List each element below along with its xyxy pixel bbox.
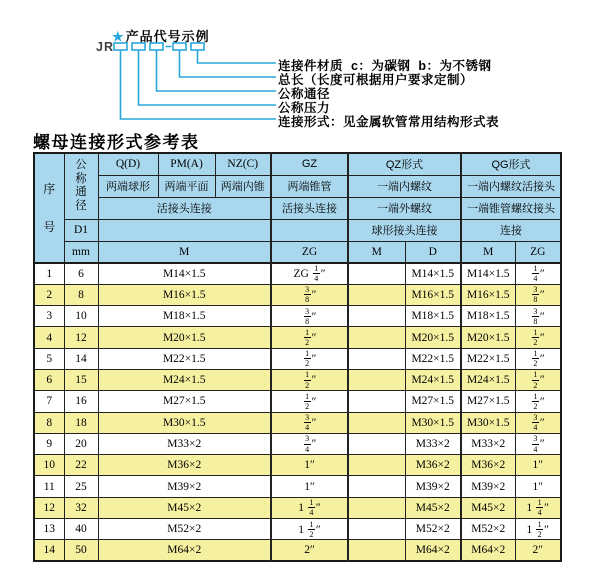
fraction: $\frac{1}{4}$ <box>309 498 314 518</box>
table-cell: 16 <box>64 391 98 412</box>
table-cell: M52×2 <box>405 519 461 540</box>
table-cell: $\frac{1}{2}$ ″ <box>271 369 348 390</box>
table-cell: M14×1.5 <box>405 263 461 284</box>
header-conn2-qz: 球形接头连接 <box>348 219 461 241</box>
header-mm: mm <box>64 241 98 263</box>
table-cell: M22×1.5 <box>461 348 515 369</box>
table-cell: M64×2 <box>461 540 515 561</box>
fraction: $\frac{3}{4}$ <box>533 413 538 433</box>
header-d1: D1 <box>64 219 98 241</box>
table-cell <box>348 284 405 305</box>
header-ends-qg: 一端内螺纹活接头 <box>461 175 561 197</box>
table-row <box>34 497 561 518</box>
header-ends-gz: 两端锥管 <box>271 175 348 197</box>
table-cell: 7 <box>34 391 64 412</box>
table-row <box>34 412 561 433</box>
code-label-pressure: 公称压力 <box>278 101 331 115</box>
table-cell: M14×1.5 <box>98 263 271 284</box>
fraction: $\frac{1}{4}$ <box>314 264 319 284</box>
table-cell: $\frac{3}{4}$ ″ <box>515 412 561 433</box>
fraction: $\frac{1}{2}$ <box>305 391 310 411</box>
header-type-pma: PM(A) <box>158 153 215 175</box>
table-row <box>34 348 561 369</box>
header-unit-qz-d: D <box>405 241 461 263</box>
table-cell: 12 <box>64 327 98 348</box>
table-cell: M14×1.5 <box>461 263 515 284</box>
header-type-qz: QZ形式 <box>348 153 461 175</box>
table-cell: $\frac{3}{8}$ ″ <box>515 284 561 305</box>
table-cell: 1″ <box>271 455 348 476</box>
header-conn2-qg: 连接 <box>461 219 561 241</box>
table-cell: 4 <box>34 327 64 348</box>
fraction: $\frac{3}{4}$ <box>533 434 538 454</box>
table-cell: 13 <box>34 519 64 540</box>
table-cell: 6 <box>34 369 64 390</box>
table-cell: M20×1.5 <box>98 327 271 348</box>
table-cell: M18×1.5 <box>461 306 515 327</box>
table-cell: 1 $\frac{1}{4}$ ″ <box>515 497 561 518</box>
header-unit-zg: ZG <box>271 241 348 263</box>
table-cell <box>348 327 405 348</box>
header-conn-left: 活接头连接 <box>98 197 271 219</box>
table-cell: $\frac{3}{4}$ ″ <box>271 412 348 433</box>
table-cell: M20×1.5 <box>405 327 461 348</box>
header-ends-nzc: 两端内锥 <box>215 175 271 197</box>
leader-line-3 <box>157 50 277 91</box>
table-cell: 1 $\frac{1}{4}$ ″ <box>271 497 348 518</box>
table-cell: 18 <box>64 412 98 433</box>
table-cell <box>348 412 405 433</box>
fraction: $\frac{1}{2}$ <box>533 349 538 369</box>
table-cell: 3 <box>34 306 64 327</box>
table-row <box>34 391 561 412</box>
table-cell <box>348 455 405 476</box>
table-cell: M22×1.5 <box>405 348 461 369</box>
table-cell: 12 <box>34 497 64 518</box>
table-cell: $\frac{1}{4}$ ″ <box>515 263 561 284</box>
table-cell: M27×1.5 <box>461 391 515 412</box>
table-row <box>34 284 561 305</box>
table-row <box>34 519 561 540</box>
table-cell: 11 <box>34 476 64 497</box>
header-unit-m: M <box>98 241 271 263</box>
table-cell: $\frac{1}{2}$ ″ <box>515 369 561 390</box>
header-type-qg: QG形式 <box>461 153 561 175</box>
header-conn-qz: 一端外螺纹 <box>348 197 461 219</box>
table-cell: 6 <box>64 263 98 284</box>
table-row <box>34 327 561 348</box>
leader-line-5 <box>198 50 277 63</box>
header-ends-pma: 两端平面 <box>158 175 215 197</box>
header-dn: 公称通径 <box>64 153 98 219</box>
fraction: $\frac{1}{2}$ <box>533 391 538 411</box>
table-cell: 14 <box>34 540 64 561</box>
fraction: $\frac{3}{8}$ <box>533 306 538 326</box>
table-cell: $\frac{3}{4}$ ″ <box>271 433 348 454</box>
table-cell: M45×2 <box>98 497 271 518</box>
table-cell: 1″ <box>515 476 561 497</box>
fraction: $\frac{3}{8}$ <box>533 285 538 305</box>
diagram-heading-text: 产品代号示例 <box>125 29 210 44</box>
table-cell: 22 <box>64 455 98 476</box>
table-cell: M36×2 <box>461 455 515 476</box>
table-body <box>34 263 561 561</box>
table-cell: M27×1.5 <box>98 391 271 412</box>
table-cell: 14 <box>64 348 98 369</box>
table-cell: 40 <box>64 519 98 540</box>
table-cell: M39×2 <box>98 476 271 497</box>
table-cell: M24×1.5 <box>405 369 461 390</box>
table-cell: M33×2 <box>405 433 461 454</box>
table-cell: M16×1.5 <box>98 284 271 305</box>
table-cell: M39×2 <box>461 476 515 497</box>
table-cell: M30×1.5 <box>405 412 461 433</box>
table-cell: 20 <box>64 433 98 454</box>
table-cell <box>348 391 405 412</box>
table-cell: M30×1.5 <box>98 412 271 433</box>
table-cell: M45×2 <box>405 497 461 518</box>
table-cell: 10 <box>64 306 98 327</box>
table-cell <box>348 263 405 284</box>
table-cell: $\frac{1}{2}$ ″ <box>515 391 561 412</box>
table-cell: 50 <box>64 540 98 561</box>
table-cell: 1″ <box>271 476 348 497</box>
table-cell: M22×1.5 <box>98 348 271 369</box>
table-cell: M52×2 <box>98 519 271 540</box>
table-cell: M64×2 <box>405 540 461 561</box>
table-cell: 5 <box>34 348 64 369</box>
table-cell: 9 <box>34 433 64 454</box>
header-conn-qg: 一端锥管螺纹接头 <box>461 197 561 219</box>
fraction: $\frac{1}{4}$ <box>537 498 542 518</box>
table-cell: 2″ <box>515 540 561 561</box>
fraction: $\frac{1}{4}$ <box>533 264 538 284</box>
header-type-qd: Q(D) <box>98 153 158 175</box>
table-cell: 2 <box>34 284 64 305</box>
code-label-material: 连接件材质 c：为碳钢 b：为不锈钢 <box>278 59 492 73</box>
table-cell: M39×2 <box>405 476 461 497</box>
table-cell: 15 <box>64 369 98 390</box>
code-label-length: 总长（长度可根据用户要求定制） <box>278 73 474 87</box>
table-row <box>34 476 561 497</box>
table-cell: M36×2 <box>98 455 271 476</box>
table-cell: M33×2 <box>98 433 271 454</box>
table-cell <box>348 433 405 454</box>
table-cell: M52×2 <box>461 519 515 540</box>
header-blank-left <box>98 219 271 241</box>
leader-line-1 <box>121 50 277 119</box>
table-cell: $\frac{3}{4}$ ″ <box>515 433 561 454</box>
table-cell <box>348 476 405 497</box>
table-cell <box>348 369 405 390</box>
header-ends-qd: 两端球形 <box>98 175 158 197</box>
table-cell: M24×1.5 <box>98 369 271 390</box>
table-cell: M18×1.5 <box>405 306 461 327</box>
table-cell: 8 <box>64 284 98 305</box>
fraction: $\frac{3}{4}$ <box>305 434 310 454</box>
code-label-connection: 连接形式：见金属软管常用结构形式表 <box>278 115 500 129</box>
table-cell <box>348 540 405 561</box>
table-cell: $\frac{1}{2}$ ″ <box>271 348 348 369</box>
table-cell: 1″ <box>515 455 561 476</box>
table-cell: M33×2 <box>461 433 515 454</box>
table-cell <box>348 348 405 369</box>
table-cell: M18×1.5 <box>98 306 271 327</box>
code-prefix: JR <box>96 40 114 54</box>
table-title: 螺母连接形式参考表 <box>33 133 200 152</box>
fraction: $\frac{1}{2}$ <box>305 327 310 348</box>
table-cell: 10 <box>34 455 64 476</box>
header-ends-qz: 一端内螺纹 <box>348 175 461 197</box>
header-unit-qz-m: M <box>348 241 405 263</box>
fraction: $\frac{1}{2}$ <box>309 519 314 539</box>
table-cell: $\frac{1}{2}$ ″ <box>271 327 348 348</box>
header-type-gz: GZ <box>271 153 348 175</box>
fraction: $\frac{1}{2}$ <box>305 370 310 390</box>
table-cell: M45×2 <box>461 497 515 518</box>
table-cell: $\frac{3}{8}$ ″ <box>515 306 561 327</box>
header-blank-gz <box>271 219 348 241</box>
star-icon: ★ <box>112 29 125 44</box>
table-cell: 32 <box>64 497 98 518</box>
fraction: $\frac{3}{8}$ <box>305 285 310 305</box>
table-cell: 8 <box>34 412 64 433</box>
table-cell: M36×2 <box>405 455 461 476</box>
table-cell: $\frac{3}{8}$ ″ <box>271 306 348 327</box>
table-cell: 1 <box>34 263 64 284</box>
header-type-nzc: NZ(C) <box>215 153 271 175</box>
table-cell: M27×1.5 <box>405 391 461 412</box>
table-row <box>34 540 561 561</box>
leader-line-4 <box>180 50 277 77</box>
table-header <box>34 153 561 263</box>
nut-connection-table <box>33 152 562 562</box>
fraction: $\frac{1}{2}$ <box>533 370 538 390</box>
table-cell: M64×2 <box>98 540 271 561</box>
table-row <box>34 433 561 454</box>
table-cell: M16×1.5 <box>461 284 515 305</box>
fraction: $\frac{3}{4}$ <box>305 413 310 433</box>
table-cell: 25 <box>64 476 98 497</box>
fraction: $\frac{3}{8}$ <box>305 306 310 326</box>
table-cell: M30×1.5 <box>461 412 515 433</box>
header-seq: 序号 <box>34 153 64 263</box>
table-cell: M24×1.5 <box>461 369 515 390</box>
table-cell: M20×1.5 <box>461 327 515 348</box>
table-cell: $\frac{1}{2}$ ″ <box>515 327 561 348</box>
fraction: $\frac{1}{2}$ <box>305 349 310 369</box>
table-row <box>34 263 561 284</box>
table-cell <box>348 519 405 540</box>
header-unit-qg-zg: ZG <box>515 241 561 263</box>
table-row <box>34 369 561 390</box>
diagram-heading <box>112 26 210 45</box>
table-cell: $\frac{1}{2}$ ″ <box>515 348 561 369</box>
table-row <box>34 306 561 327</box>
table-cell: $\frac{1}{2}$ ″ <box>271 391 348 412</box>
table-cell: 1 $\frac{1}{2}$ ″ <box>515 519 561 540</box>
header-unit-qg-m: M <box>461 241 515 263</box>
header-conn-gz: 活接头连接 <box>271 197 348 219</box>
fraction: $\frac{1}{2}$ <box>533 327 538 348</box>
leader-line-2 <box>139 50 277 105</box>
table-cell: 2″ <box>271 540 348 561</box>
table-row <box>34 455 561 476</box>
table-cell <box>348 497 405 518</box>
table-cell: 1 $\frac{1}{2}$ ″ <box>271 519 348 540</box>
table-cell: M16×1.5 <box>405 284 461 305</box>
code-label-diameter: 公称通径 <box>278 87 331 101</box>
table-cell: ZG $\frac{1}{4}$ ″ <box>271 263 348 284</box>
fraction: $\frac{1}{2}$ <box>537 519 542 539</box>
table-cell: $\frac{3}{8}$ ″ <box>271 284 348 305</box>
table-cell <box>348 306 405 327</box>
